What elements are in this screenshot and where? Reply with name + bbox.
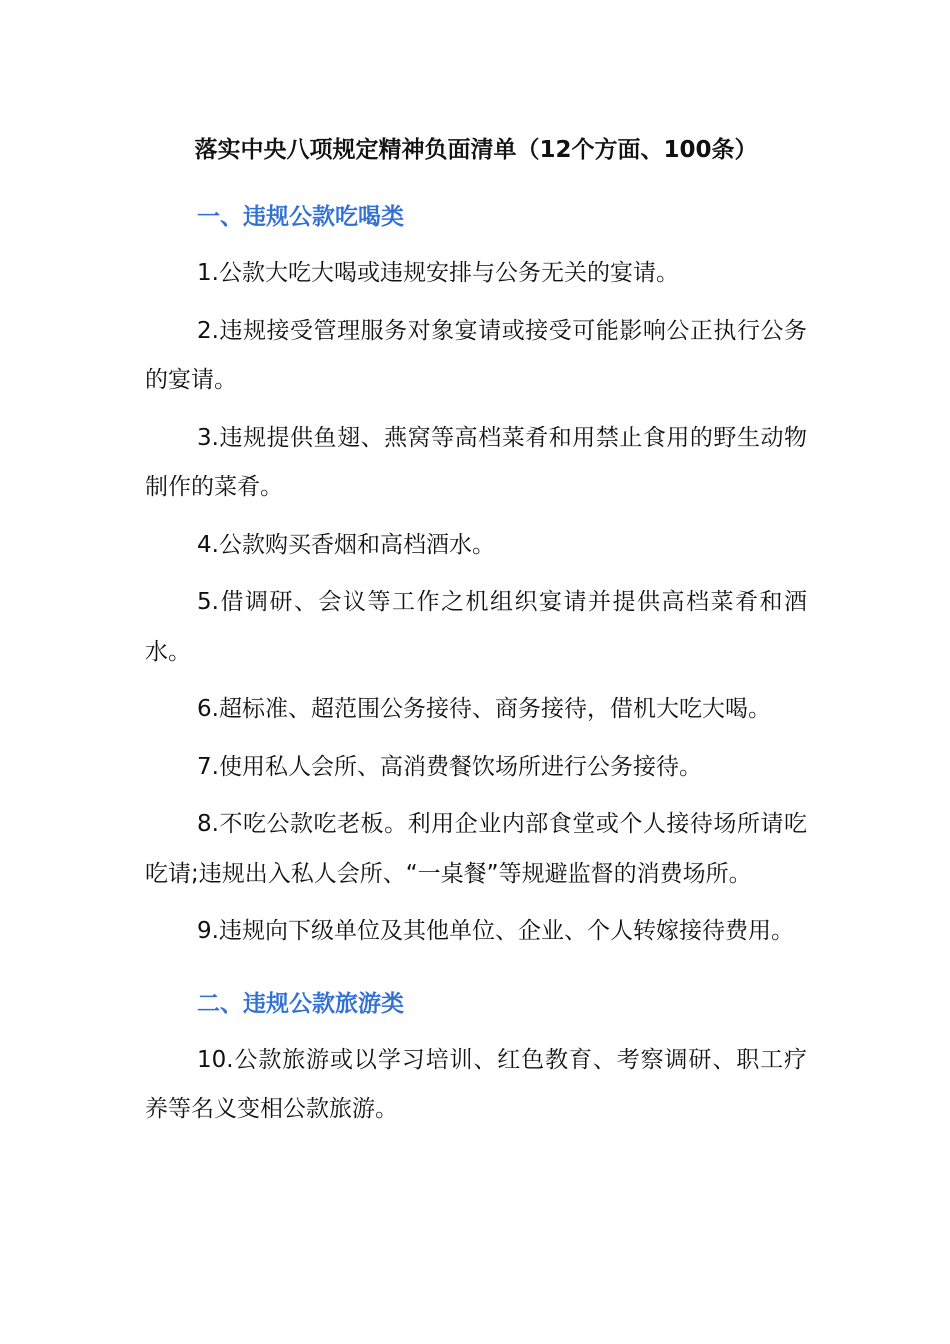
document-title: 落实中央八项规定精神负面清单（12个方面、100条） xyxy=(194,137,758,163)
document-body xyxy=(145,130,807,1135)
list-item-2: 2.违规接受管理服务对象宴请或接受可能影响公正执行公务的宴请。 xyxy=(145,317,807,393)
list-item-10: 10.公款旅游或以学习培训、红色教育、考察调研、职工疗养等名义变相公款旅游。 xyxy=(145,1046,807,1122)
section-heading: 二、违规公款旅游类 xyxy=(197,990,404,1017)
list-item-8: 8.不吃公款吃老板。利用企业内部食堂或个人接待场所请吃吃请;违规出入私人会所、“一桌餐”等规避监督的消费场所。 xyxy=(145,811,807,887)
section-heading: 一、违规公款吃喝类 xyxy=(197,204,404,230)
list-item-7: 7.使用私人会所、高消费餐饮场所进行公务接待。 xyxy=(197,753,702,780)
section-public-funds-dining xyxy=(145,197,807,957)
list-item-3: 3.违规提供鱼翅、燕窝等高档菜肴和用禁止食用的野生动物制作的菜肴。 xyxy=(145,424,807,500)
list-item-1: 1.公款大吃大喝或违规安排与公务无关的宴请。 xyxy=(197,260,679,286)
section-public-funds-travel xyxy=(145,984,807,1135)
list-item-6: 6.超标准、超范围公务接待、商务接待，借机大吃大喝。 xyxy=(197,696,771,722)
list-item-4: 4.公款购买香烟和高档酒水。 xyxy=(197,531,495,558)
list-item-5: 5.借调研、会议等工作之机组织宴请并提供高档菜肴和酒水。 xyxy=(145,589,807,665)
list-item-9: 9.违规向下级单位及其他单位、企业、个人转嫁接待费用。 xyxy=(197,918,794,944)
